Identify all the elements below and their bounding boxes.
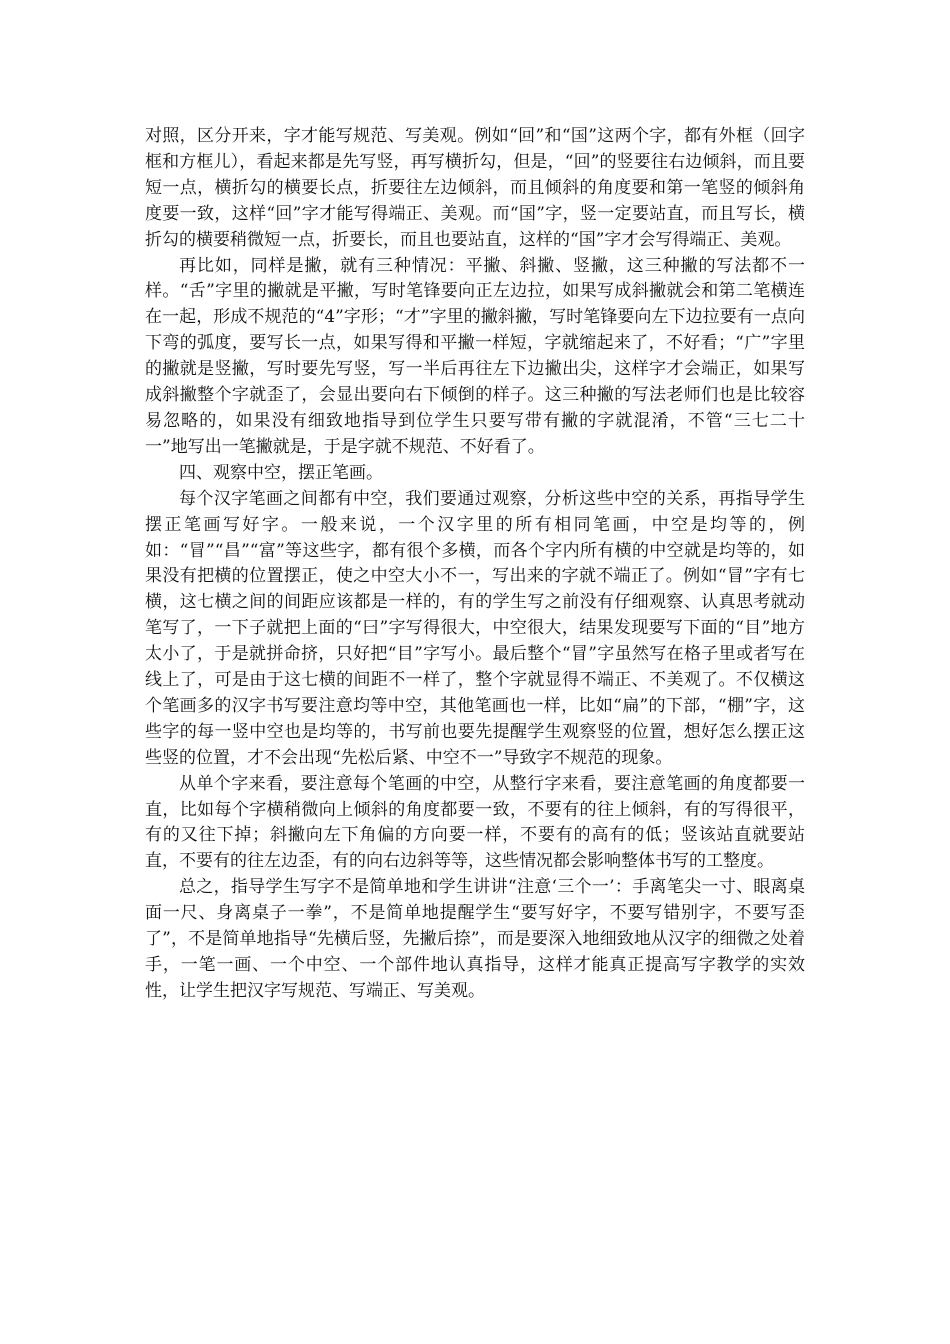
document-body bbox=[145, 124, 805, 1005]
section-heading-four: 四、观察中空，摆正笔画。 bbox=[179, 462, 383, 483]
paragraph-pie-strokes: 再比如，同样是撇，就有三种情况：平撇、斜撇、竖撇，这三种撇的写法都不一样。“舌”字里的撇就是平撇，写时笔锋要向正左边拉，如果写成斜撇就会和第二笔横连在一起，形成不规范的“4”字形；“才”字里的撇斜撇，写时笔锋要向左下边拉要有一点向下弯的弧度，要写长一点，如果写得和平撇一样短，字就缩起来了，不好看；“广”字里的撇就是竖撇，写时要先写竖，写一半后再往左下边撇出尖，这样字才会端正，如果写成斜撇整个字就歪了，会显出要向右下倾倒的样子。这三种撇的写法老师们也是比较容易忽略的，如果没有细致地指导到位学生只要写带有撇的字就混淆，不管“三七二十一”地写出一笔撇就是，于是字就不规范、不好看了。 bbox=[145, 255, 805, 457]
paragraph-stroke-angles: 从单个字来看，要注意每个笔画的中空，从整行字来看，要注意笔画的角度都要一直，比如每个字横稍微向上倾斜的角度都要一致，不要有的往上倾斜，有的写得很平，有的又往下掉；斜撇向左下角偏的方向要一样，不要有的高有的低；竖该站直就要站直，不要有的往左边歪，有的向右边斜等等，这些情况都会影响整体书写的工整度。 bbox=[145, 773, 805, 872]
paragraph-continuation: 对照，区分开来，字才能写规范、写美观。例如“回”和“国”这两个字，都有外框（回字框和方框儿），看起来都是先写竖，再写横折勾，但是，“回”的竖要往右边倾斜，而且要短一点，横折勾的横要长点，折要往左边倾斜，而且倾斜的角度要和第一笔竖的倾斜角度要一致，这样“回”字才能写得端正、美观。而“国”字，竖一定要站直，而且写长，横折勾的横要稍微短一点，折要长，而且也要站直，这样的“国”字才会写得端正、美观。 bbox=[145, 126, 805, 250]
paragraph-conclusion: 总之，指导学生写字不是简单地和学生讲讲“注意‘三个一’：手离笔尖一寸、眼离桌面一尺、身离桌子一拳”，不是简单地提醒学生“要写好字，不要写错别字，不要写歪了”，不是简单地指导“先横后竖，先撇后捺”，而是要深入地细致地从汉字的细微之处着手，一笔一画、一个中空、一个部件地认真指导，这样才能真正提高写字教学的实效性，让学生把汉字写规范、写端正、写美观。 bbox=[145, 877, 805, 1001]
paragraph-hollow-spacing: 每个汉字笔画之间都有中空，我们要通过观察，分析这些中空的关系，再指导学生摆正笔画写好字。一般来说，一个汉字里的所有相同笔画，中空是均等的，例如：“冒”“昌”“富”等这些字，都有很个多横，而各个字内所有横的中空就是均等的，如果没有把横的位置摆正，使之中空大小不一，写出来的字就不端正了。例如“冒”字有七横，这七横之间的间距应该都是一样的，有的学生写之前没有仔细观察、认真思考就动笔写了，一下子就把上面的“曰”字写得很大，中空很大，结果发现要写下面的“目”地方太小了，于是就拼命挤，只好把“目”字写小。最后整个“冒”字虽然写在格子里或者写在线上了，可是由于这七横的间距不一样了，整个字就显得不端正、不美观了。不仅横这个笔画多的汉字书写要注意均等中空，其他笔画也一样，比如“扁”的下部，“棚”字，这些字的每一竖中空也是均等的，书写前也要先提醒学生观察竖的位置，想好怎么摆正这些竖的位置，才不会出现“先松后紧、中空不一”导致字不规范的现象。 bbox=[145, 488, 805, 768]
